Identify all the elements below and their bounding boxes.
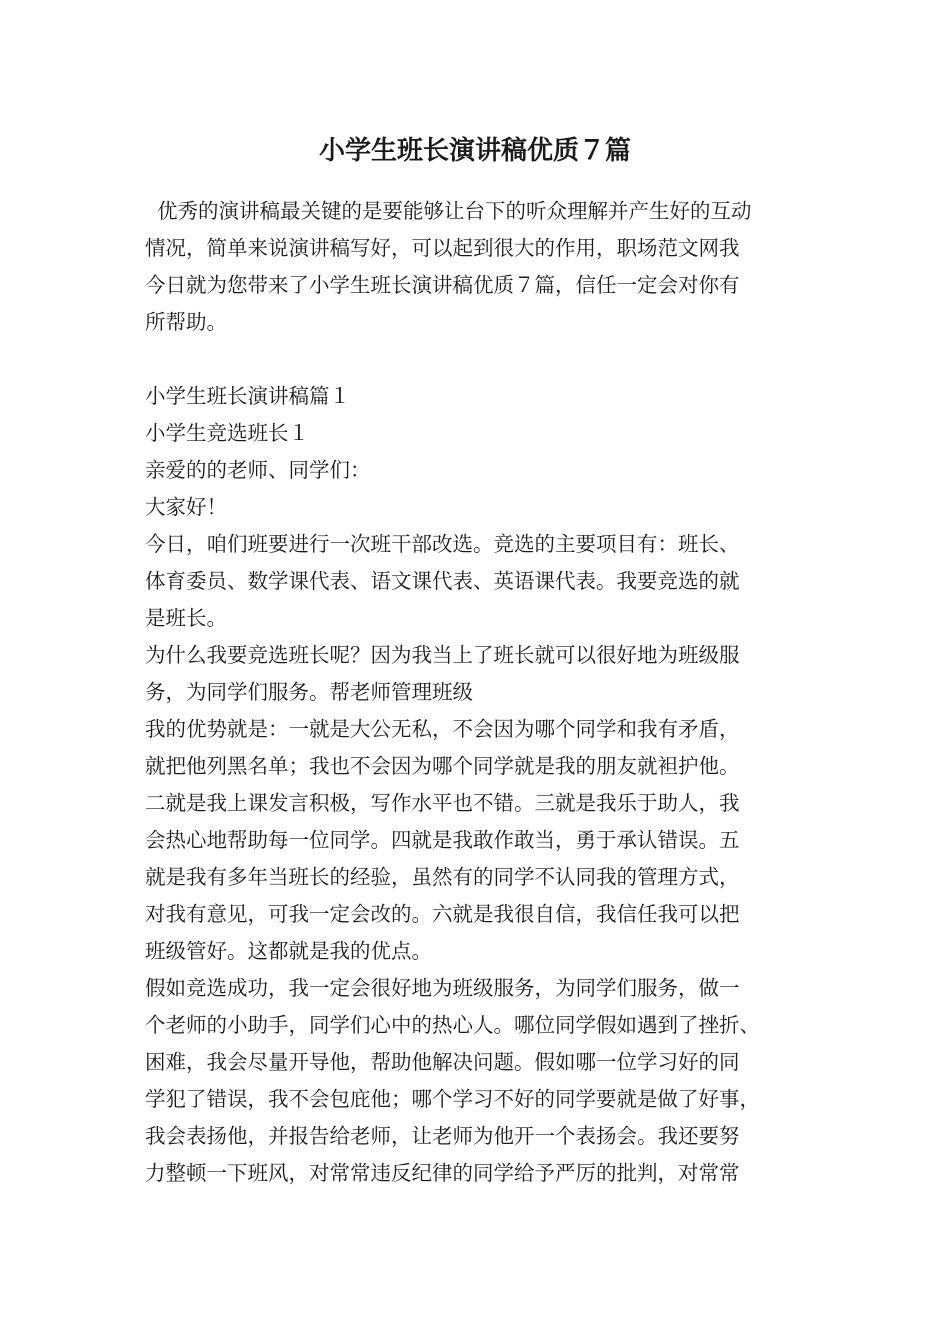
hello-line: 大家好！ [145,495,227,519]
subheading: 小学生竞选班长１ [145,421,309,445]
paragraph-gap [145,341,805,378]
body-line: 力整顿一下班风，对常常违反纪律的同学给予严厉的批判，对常常 [145,1161,740,1185]
intro-line: 所帮助。 [145,310,227,334]
intro-line: 今日就为您带来了小学生班长演讲稿优质７篇，信任一定会对你有 [145,273,740,297]
body-line: 二就是我上课发言积极，写作水平也不错。三就是我乐于助人，我 [145,791,740,815]
body-line: 今日，咱们班要进行一次班干部改选。竞选的主要项目有：班长、 [145,532,740,556]
body-line: 学犯了错误，我不会包庇他；哪个学习不好的同学要就是做了好事， [145,1087,760,1111]
body-line: 会热心地帮助每一位同学。四就是我敢作敢当，勇于承认错误。五 [145,828,740,852]
body-line: 体育委员、数学课代表、语文课代表、英语课代表。我要竞选的就 [145,569,740,593]
body-line: 就是我有多年当班长的经验，虽然有的同学不认同我的管理方式， [145,865,740,889]
body-line: 务，为同学们服务。帮老师管理班级 [145,680,473,704]
body-paragraph [145,526,805,637]
body-line: 个老师的小助手，同学们心中的热心人。哪位同学假如遇到了挫折、 [145,1013,760,1037]
body-paragraph [145,970,805,1192]
body-line: 就把他列黑名单；我也不会因为哪个同学就是我的朋友就袒护他。 [145,754,740,778]
body-line: 困难，我会尽量开导他，帮助他解决问题。假如哪一位学习好的同 [145,1050,740,1074]
intro-line: 优秀的演讲稿最关键的是要能够让台下的听众理解并产生好的互动 [157,199,752,223]
intro-paragraph [145,193,805,341]
body-line: 班级管好。这都就是我的优点。 [145,939,432,963]
body-line: 假如竞选成功，我一定会很好地为班级服务，为同学们服务，做一 [145,976,740,1000]
section-heading: 小学生班长演讲稿篇１ [145,384,350,408]
body-line: 我的优势就是：一就是大公无私，不会因为哪个同学和我有矛盾， [145,717,740,741]
body-line: 是班长。 [145,606,227,630]
greeting: 亲爱的的老师、同学们： [145,458,371,482]
body-line: 对我有意见，可我一定会改的。六就是我很自信，我信任我可以把 [145,902,740,926]
document-title: 小学生班长演讲稿优质７篇 [318,136,631,166]
document-body [145,193,805,1192]
intro-line: 情况，简单来说演讲稿写好，可以起到很大的作用，职场范文网我 [145,236,740,260]
body-paragraph [145,711,805,970]
body-paragraph [145,637,805,711]
body-line: 为什么我要竞选班长呢？因为我当上了班长就可以很好地为班级服 [145,643,740,667]
body-line: 我会表扬他，并报告给老师，让老师为他开一个表扬会。我还要努 [145,1124,740,1148]
